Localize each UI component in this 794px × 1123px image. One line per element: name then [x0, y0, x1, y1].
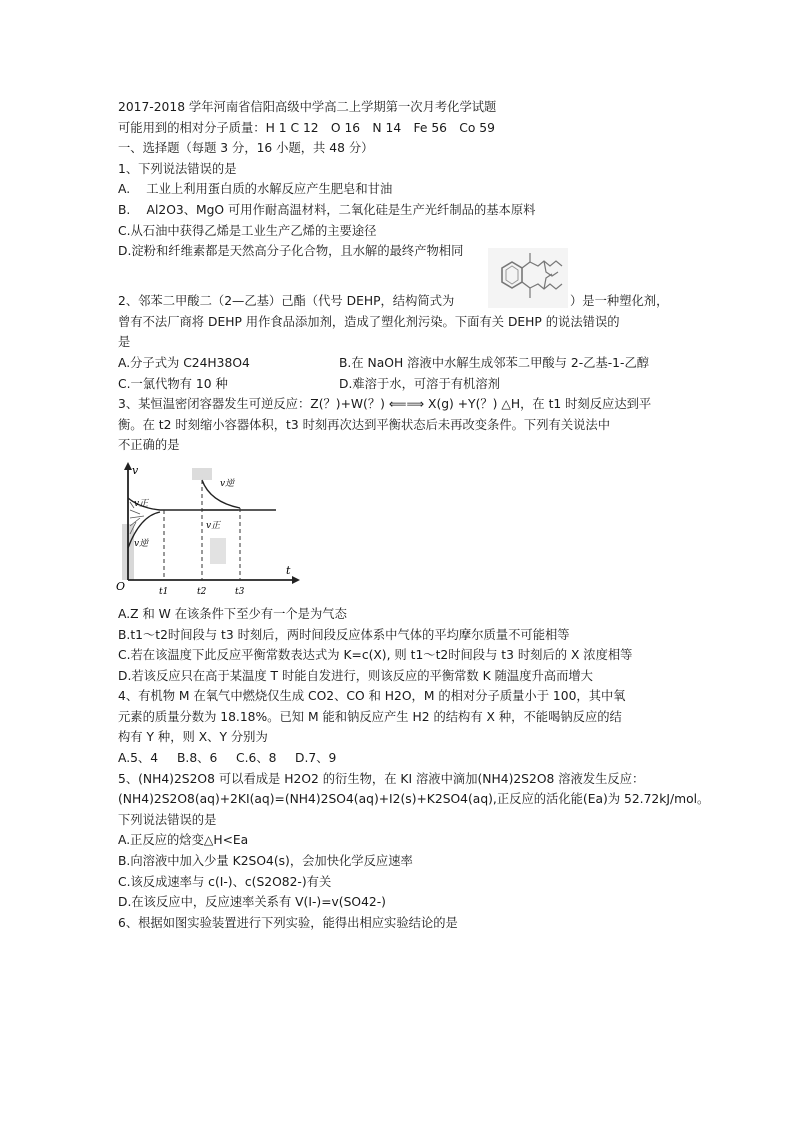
- q3-option-a: A.Z 和 W 在该条件下至少有一个是为气态: [118, 606, 347, 621]
- origin-label: O: [116, 579, 126, 593]
- q4-option-c: C.6、8: [236, 751, 277, 766]
- q2-options-row1: [118, 353, 678, 374]
- q3-option-d: D.若该反应只在高于某温度 T 时能自发进行，则该反应的平衡常数 K 随温度升高而增大: [118, 668, 593, 683]
- section-heading: 一、选择题（每题 3 分，16 小题，共 48 分）: [118, 141, 374, 156]
- q5-option-b: B.向溶液中加入少量 K2SO4(s)，会加快化学反应速率: [118, 854, 413, 869]
- q2-stem-d: 是: [118, 335, 131, 350]
- x-axis-label: t: [286, 563, 291, 577]
- atomic-masses: 可能用到的相对分子质量：H 1 C 12 O 16 N 14 Fe 56 Co 59: [118, 120, 495, 135]
- v-reverse2-label: v逆: [220, 478, 235, 489]
- q3-stem-b: 衡。在 t2 时刻缩小容器体积，t3 时刻再次达到平衡状态后未再改变条件。下列有关说法中: [118, 417, 611, 432]
- q2-option-a: A.分子式为 C24H38O4: [118, 355, 250, 370]
- exam-title: 2017-2018 学年河南省信阳高级中学高二上学期第一次月考化学试题: [118, 100, 497, 114]
- rate-time-graph: [110, 462, 300, 602]
- q2-option-b: B.在 NaOH 溶液中水解生成邻苯二甲酸与 2-乙基-1-乙醇: [339, 355, 650, 370]
- q2-option-c: C.一氯代物有 10 种: [118, 376, 228, 391]
- q2-stem-c: 曾有不法厂商将 DEHP 用作食品添加剂，造成了塑化剂污染。下面有关 DEHP 的说法错误的: [118, 314, 620, 329]
- q2-option-d: D.难溶于水，可溶于有机溶剂: [339, 376, 500, 391]
- q4-stem-b: 元素的质量分数为 18.18%。已知 M 能和钠反应产生 H2 的结构有 X 种，不能喝钠反应的结: [118, 709, 622, 724]
- v-reverse-label: v逆: [134, 538, 149, 549]
- v-forward-label: v正: [134, 498, 149, 509]
- q4-option-a: A.5、4: [118, 751, 159, 766]
- q2-stem-a: 2、邻苯二甲酸二（2—乙基）己酯（代号 DEHP，结构简式为: [118, 294, 455, 309]
- q3-stem-c: 不正确的是: [118, 438, 180, 453]
- q1-stem: 1、下列说法错误的是: [118, 161, 237, 176]
- q2-stem-line: [118, 282, 678, 312]
- q3-stem-a: 3、某恒温密闭容器发生可逆反应：Z(？)+W(？) ⟸⟹ X(g) +Y(？) △H，在 t1 时刻反应达到平: [118, 397, 652, 412]
- q5-option-d: D.在该反应中，反应速率关系有 V(I-)=v(SO42-): [118, 895, 386, 910]
- q4-option-b: B.8、6: [177, 751, 218, 766]
- q2-options-row2: [118, 374, 678, 395]
- q5-stem-c: 下列说法错误的是: [118, 812, 217, 827]
- v-forward2-label: v正: [206, 520, 221, 531]
- q5-option-c: C.该反成速率与 c(I-)、c(S2O82-)有关: [118, 874, 332, 889]
- t1-label: t1: [159, 586, 169, 597]
- q6-stem: 6、根据如图实验装置进行下列实验，能得出相应实验结论的是: [118, 915, 458, 930]
- q1-option-c: C.从石油中获得乙烯是工业生产乙烯的主要途径: [118, 223, 377, 238]
- exam-page: [116, 97, 710, 933]
- q2-stem-b: ）是一种塑化剂，: [570, 294, 669, 309]
- t2-label: t2: [197, 586, 207, 597]
- q5-stem-a: 5、(NH4)2S2O8 可以看成是 H2O2 的衍生物，在 KI 溶液中滴加(NH4)2S2O8 溶液发生反应：: [118, 771, 645, 786]
- q1-option-d: D.淀粉和纤维素都是天然高分子化合物，且水解的最终产物相同: [118, 244, 464, 259]
- q4-options: [118, 748, 678, 769]
- dehp-structure-image: [488, 248, 568, 308]
- q4-option-d: D.7、9: [295, 751, 337, 766]
- q1-option-b: B. Al2O3、MgO 可用作耐高温材料，二氧化硅是生产光纤制品的基本原料: [118, 202, 536, 217]
- q3-option-c: C.若在该温度下此反应平衡常数表达式为 K=c(X), 则 t1～t2时间段与 t3 时刻后的 X 浓度相等: [118, 648, 633, 663]
- q4-stem-c: 构有 Y 种，则 X、Y 分别为: [118, 730, 268, 745]
- q3-option-b: B.t1～t2时间段与 t3 时刻后，两时间段反应体系中气体的平均摩尔质量不可能相等: [118, 627, 570, 642]
- q3-graph-wrap: [118, 462, 678, 602]
- y-axis-label: v: [132, 463, 139, 477]
- q4-stem-a: 4、有机物 M 在氧气中燃烧仅生成 CO2、CO 和 H2O，M 的相对分子质量小于 100，其中氧: [118, 689, 626, 704]
- t3-label: t3: [235, 586, 245, 597]
- q5-option-a: A.正反应的焓变△H<Ea: [118, 833, 249, 848]
- q5-stem-b: (NH4)2S2O8(aq)+2KI(aq)=(NH4)2SO4(aq)+I2(s)+K2SO4(aq),正反应的活化能(Ea)为 52.72kJ/mol。: [118, 792, 710, 807]
- q1-option-a: A. 工业上利用蛋白质的水解反应产生肥皂和甘油: [118, 182, 393, 197]
